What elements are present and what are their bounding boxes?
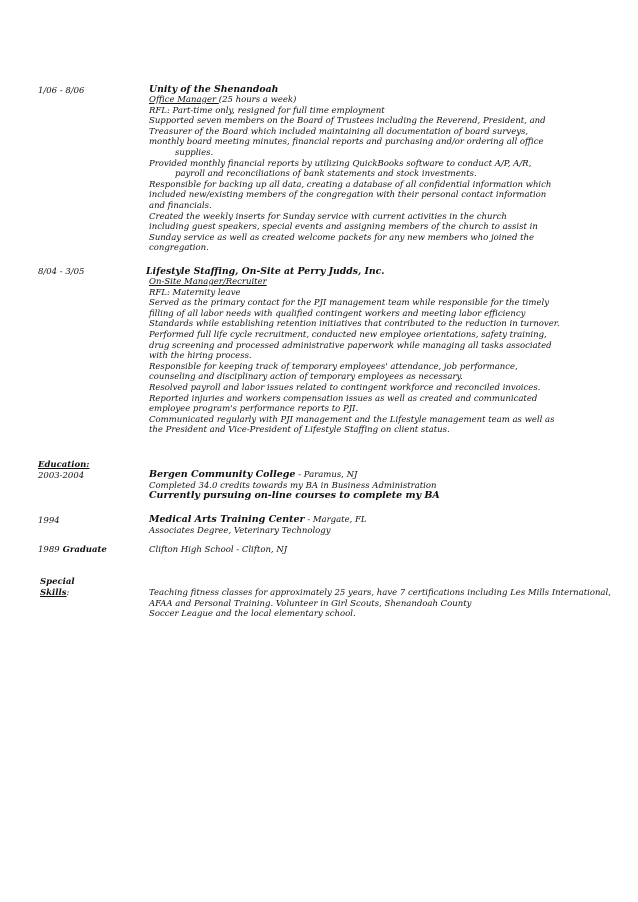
job-2-block	[146, 266, 626, 436]
job-2-desc-line: Served as the primary contact for the PJI management team while responsible for the timely	[149, 298, 549, 309]
job-2-title: On-Site Manager/Recruiter	[149, 277, 267, 287]
job-2-desc-line: counseling and disciplinary action of temporary employees as necessary.	[149, 372, 463, 383]
job-2-desc-line: Resolved payroll and labor issues related to contingent workforce and reconciled invoices.	[149, 382, 541, 393]
job-2-desc-line: Standards while establishing retention initiatives that contributed to the reduction in turnover.	[149, 319, 560, 330]
skills-line-2: AFAA and Personal Training. Volunteer in Girl Scouts, Shenandoah County	[149, 598, 472, 609]
job-1-desc-line: Sunday service as well as created welcome packets for any new members who joined the	[149, 232, 535, 243]
job-1-hours: (25 hours a week)	[218, 95, 297, 105]
job-2-desc-line: Reported injuries and workers compensation issues as well as created and communicated	[149, 393, 538, 404]
job-1-desc-line: included new/existing members of the congregation with their personal contact information	[149, 190, 547, 201]
job-2-dates: 8/04 - 3/05	[38, 267, 85, 277]
education-1-header	[149, 470, 629, 481]
job-1-desc-line: and financials.	[149, 200, 212, 211]
job-1-employer: Unity of the Shenandoah	[149, 84, 279, 95]
job-2-description	[146, 288, 626, 436]
job-2-desc-line: Responsible for keeping track of temporary employees' attendance, job performance,	[149, 361, 518, 372]
job-1-desc-line: including guest speakers, special events and assigning members of the church to assist in	[149, 222, 538, 233]
job-1-title: Office Manager	[149, 95, 219, 105]
job-1-desc-line: payroll and reconciliations of bank statements and stock investments.	[175, 169, 477, 180]
education-2-header	[149, 515, 629, 526]
job-1-block	[149, 84, 629, 254]
education-3-dates-line	[38, 545, 107, 556]
job-1-desc-line: monthly board meeting minutes, financial reports and purchasing and/or ordering all office	[149, 137, 544, 148]
job-1-dates: 1/06 - 8/06	[38, 86, 85, 96]
skills-heading-2-line	[40, 588, 69, 599]
job-2-desc-line: drug screening and processed administrative paperwork while managing all tasks associated	[149, 340, 552, 351]
education-3-graduate: Graduate	[59, 545, 107, 555]
job-2-desc-line: the President and Vice-President of Lifestyle Staffing on client status.	[149, 425, 450, 436]
job-2-desc-line: RFL: Maternity leave	[149, 287, 241, 298]
job-2-desc-line: filling of all labor needs with qualified contingent workers and meeting labor efficiency	[149, 308, 526, 319]
skills-heading-2: Skills	[40, 588, 67, 598]
education-2-detail: Associates Degree, Veterinary Technology	[149, 525, 331, 536]
education-2-block	[149, 515, 629, 536]
job-1-desc-line: Provided monthly financial reports by utilizing QuickBooks software to conduct A/P, A/R,	[149, 158, 532, 169]
education-1-dates: 2003-2004	[38, 471, 85, 481]
education-3-block	[149, 545, 629, 556]
job-1-description	[149, 106, 629, 254]
job-2-desc-line: Communicated regularly with PJI management and the Lifestyle management team as well as	[149, 414, 555, 425]
education-1-school: Bergen Community College	[149, 469, 296, 480]
education-1-detail: Completed 34.0 credits towards my BA in Business Administration	[149, 480, 437, 491]
job-2-desc-line: Performed full life cycle recruitment, conducted new employee orientations, safety training,	[149, 329, 547, 340]
job-2-employer: Lifestyle Staffing, On-Site at Perry Judds, Inc.	[146, 266, 385, 277]
education-3-dates: 1989	[38, 545, 60, 555]
job-1-desc-line: Created the weekly inserts for Sunday service with current activities in the church	[149, 211, 507, 222]
job-1-desc-line: supplies.	[175, 147, 214, 158]
job-1-desc-line: Treasurer of the Board which included maintaining all documentation of board surveys,	[149, 126, 529, 137]
education-1-block	[149, 470, 629, 502]
skills-block	[149, 588, 629, 620]
skills-line-3: Soccer League and the local elementary school.	[149, 609, 356, 620]
skills-heading-1: Special	[40, 577, 75, 587]
job-2-desc-line: with the hiring process.	[149, 351, 252, 362]
skills-heading-colon: :	[66, 588, 70, 598]
job-1-desc-line: congregation.	[149, 243, 209, 254]
job-2-desc-line: employee program's performance reports to PJI.	[149, 404, 359, 415]
education-3-school: Clifton High School - Clifton, NJ	[149, 545, 288, 555]
education-2-dates: 1994	[38, 516, 60, 526]
job-1-desc-line: Supported seven members on the Board of Trustees including the Reverend, President, and	[149, 116, 546, 127]
skills-line-1: Teaching fitness classes for approximately 25 years, have 7 certifications including Les Mills International,	[149, 588, 611, 598]
education-heading: Education:	[38, 460, 90, 470]
job-1-title-line	[149, 95, 629, 106]
education-2-location: - Margate, FL	[304, 515, 367, 525]
job-1-desc-line: Responsible for backing up all data, creating a database of all confidential information which	[149, 179, 552, 190]
job-1-desc-line: RFL: Part-time only, resigned for full time employment	[149, 105, 385, 116]
education-1-location: - Paramus, NJ	[295, 470, 358, 480]
education-2-school: Medical Arts Training Center	[149, 514, 305, 525]
education-1-current: Currently pursuing on-line courses to complete my BA	[149, 490, 440, 502]
